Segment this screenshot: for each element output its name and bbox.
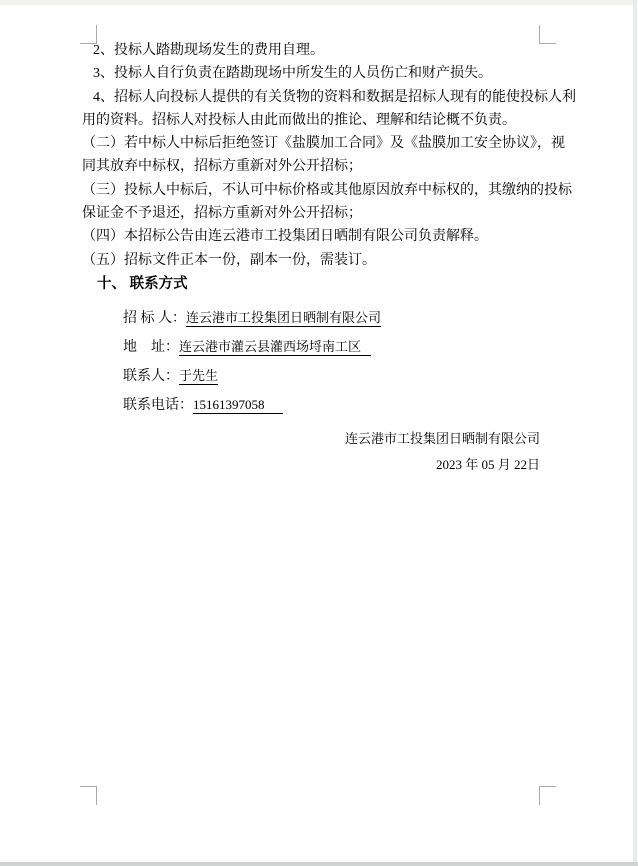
contact-info-block [123,304,381,420]
contact-value-person: 于先生 [179,368,219,383]
crop-mark-bottom-left [80,786,97,805]
contact-value-phone: 15161397058 [193,397,283,414]
page-edge-bottom [0,862,638,866]
signature-date: 2023 年 05 月 22日 [435,457,540,472]
body-line: （四）本招标公告由连云港市工投集团日晒制有限公司负责解释。 [82,229,488,245]
contact-row [123,362,381,391]
body-line: 2、投标人踏勘现场发生的费用自理。 [93,43,324,58]
contact-label-bidder: 招 标 人： [123,311,186,326]
section-heading-contact: 十、 联系方式 [97,276,188,292]
page-edge-top [0,0,638,5]
page-edge-right [633,0,638,866]
contact-label-address: 地 址： [123,340,179,355]
body-line: 3、投标人自行负责在踏勘现场中所发生的人员伤亡和财产损失。 [93,66,492,82]
body-line: （五）招标文件正本一份，副本一份，需装订。 [82,252,376,268]
contact-value-bidder: 连云港市工投集团日晒制有限公司 [186,310,382,325]
contact-row [123,333,381,362]
body-line: 用的资料。招标人对投标人由此而做出的推论、理解和结论概不负责。 [82,112,516,128]
crop-mark-bottom-right [539,786,556,805]
signature-company: 连云港市工投集团日晒制有限公司 [344,431,540,446]
body-text-block [82,39,622,272]
contact-row [123,304,381,333]
contact-row [123,391,381,420]
contact-value-address: 连云港市灌云县灌西场埒南工区 [179,339,371,356]
body-line: （二）若中标人中标后拒绝签订《盐膜加工合同》及《盐膜加工安全协议》，视 [82,136,565,152]
body-line: 保证金不予退还，招标方重新对外公开招标； [82,206,362,222]
signature-block [345,426,540,478]
body-line: 同其放弃中标权，招标方重新对外公开招标； [82,159,362,175]
body-line: （三）投标人中标后，不认可中标价格或其他原因放弃中标权的，其缴纳的投标 [82,182,572,198]
contact-label-person: 联系人： [123,369,179,384]
body-line: 4、招标人向投标人提供的有关货物的资料和数据是招标人现有的能使投标人利 [93,89,576,105]
contact-label-phone: 联系电话： [123,398,193,413]
